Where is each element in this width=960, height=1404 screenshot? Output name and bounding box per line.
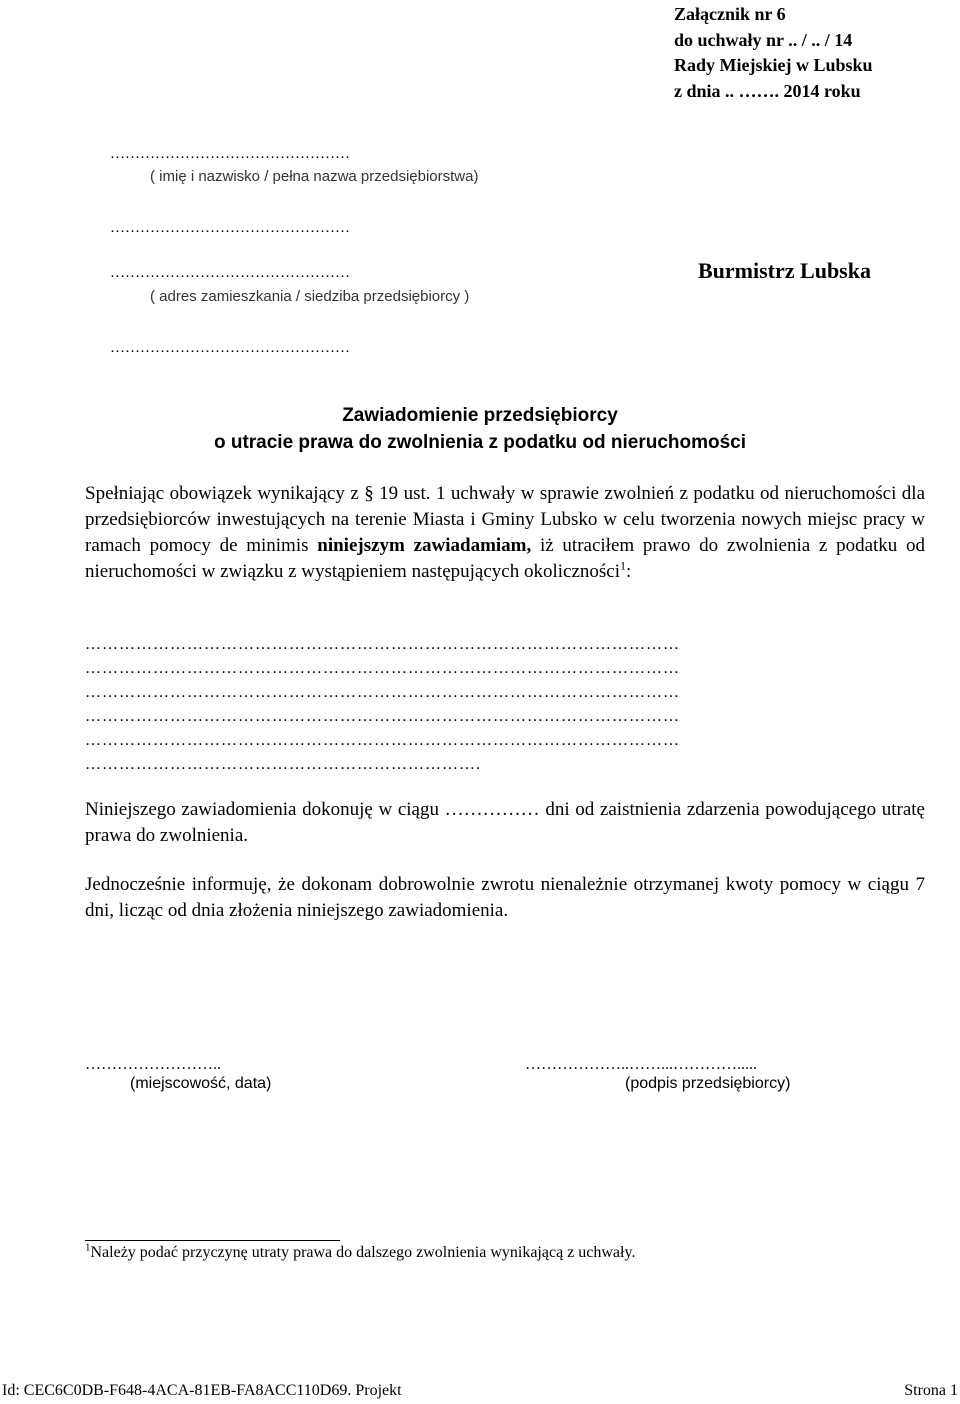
page-number: Strona 1 <box>904 1382 958 1399</box>
fill-line-2[interactable]: …………………………………………………………………………………………… <box>85 660 680 677</box>
notice-text-start: Spełniając obowiązek wynikający z § 19 ust. 1 uchwały w sprawie zwolnień z podatku od nieruchomości dla przedsiębiorców inwestujących na terenie Miasta i Gminy Lubsko w celu tworzenia nowych miejsc pracy w ramach pomocy de minimis <box>85 483 925 556</box>
applicant-name-dots[interactable]: ………………………………………… <box>110 146 350 162</box>
footnote-text: Należy podać przyczynę utraty prawa do dalszego zwolnienia wynikającą z uchwały. <box>90 1244 636 1261</box>
notice-colon: : <box>626 561 632 582</box>
footnote-rule <box>85 1240 340 1241</box>
title-line-2: o utracie prawa do zwolnienia z podatku od nieruchomości <box>213 432 747 453</box>
applicant-address-caption: ( adres zamieszkania / siedziba przedsiębiorcy ) <box>150 288 470 305</box>
fill-line-3[interactable]: …………………………………………………………………………………………… <box>85 684 680 701</box>
place-date-dots[interactable]: …………………….. <box>85 1056 221 1073</box>
footnote <box>85 1241 636 1262</box>
footnote-marker: 1 <box>85 1241 91 1254</box>
title-line-1: Zawiadomienie przedsiębiorcy <box>342 405 618 426</box>
annex-line-4: z dnia .. ……. 2014 roku <box>674 80 861 101</box>
document-title <box>0 402 960 456</box>
fill-line-1[interactable]: …………………………………………………………………………………………… <box>85 636 680 653</box>
recipient: Burmistrz Lubska <box>698 258 871 283</box>
fill-line-4[interactable]: …………………………………………………………………………………………… <box>85 708 680 725</box>
place-date-caption: (miejscowość, data) <box>130 1075 272 1092</box>
annex-header <box>674 2 873 104</box>
notice-text-end: iż utraciłem prawo do zwolnienia z podatku od nieruchomości w związku z wystąpieniem następujących okoliczności <box>85 535 926 582</box>
fill-line-5[interactable]: …………………………………………………………………………………………… <box>85 732 680 749</box>
document-id: Id: CEC6C0DB-F648-4ACA-81EB-FA8ACC110D69. Projekt <box>2 1382 402 1399</box>
notice-paragraph <box>85 481 925 585</box>
applicant-address-dots[interactable]: ………………………………………… <box>110 265 350 281</box>
deadline-paragraph: Niniejszego zawiadomienia dokonuję w ciągu …………… dni od zaistnienia zdarzenia powodującego utratę prawa do zwolnienia. <box>85 799 925 846</box>
notice-text-bold: niniejszym zawiadamiam, <box>317 535 532 556</box>
applicant-name-dots-2[interactable]: ………………………………………… <box>110 220 350 236</box>
signature-dots[interactable]: ………………..……...…………..... <box>525 1056 757 1073</box>
annex-line-3: Rady Miejskiej w Lubsku <box>674 55 873 75</box>
annex-line-1: Załącznik nr 6 <box>674 4 786 24</box>
footnote-ref: 1 <box>620 558 626 573</box>
signature-caption: (podpis przedsiębiorcy) <box>625 1075 791 1092</box>
fill-line-6[interactable]: ……………………………………………………………. <box>85 756 481 773</box>
applicant-name-caption: ( imię i nazwisko / pełna nazwa przedsiębiorstwa) <box>150 168 479 185</box>
applicant-address-dots-2[interactable]: ………………………………………… <box>110 340 350 356</box>
refund-paragraph: Jednocześnie informuję, że dokonam dobrowolnie zwrotu nienależnie otrzymanej kwoty pomocy w ciągu 7 dni, licząc od dnia złożenia niniejszego zawiadomienia. <box>85 874 925 921</box>
annex-line-2: do uchwały nr .. / .. / 14 <box>674 29 853 50</box>
